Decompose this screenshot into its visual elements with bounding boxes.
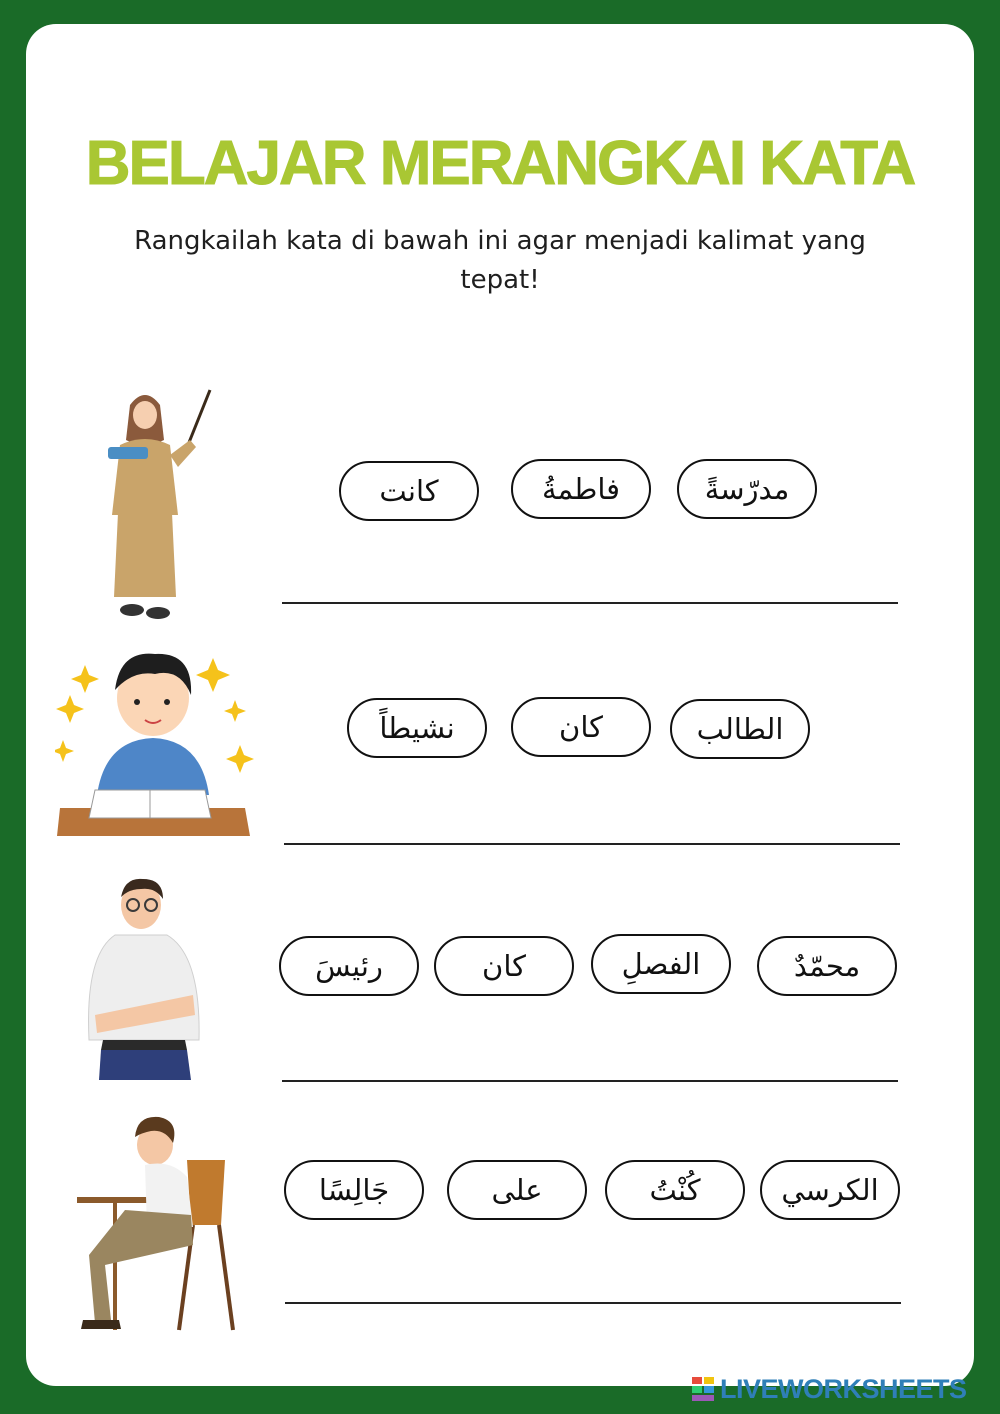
word-chip[interactable]: الفصلِ: [591, 934, 731, 994]
answer-line[interactable]: [284, 843, 900, 845]
liveworksheets-logo: [692, 1374, 967, 1404]
worksheet-title: BELAJAR MERANGKAI KATA: [85, 129, 915, 198]
answer-line[interactable]: [285, 1302, 901, 1304]
instruction-text: Rangkailah kata di bawah ini agar menjadi kalimat yang tepat!: [134, 226, 866, 295]
word-chip[interactable]: كُنْتُ: [605, 1160, 745, 1220]
word-chip[interactable]: كان: [434, 936, 574, 996]
word-chip[interactable]: كانت: [339, 461, 479, 521]
word-chip[interactable]: الطالب: [670, 699, 810, 759]
word-chip[interactable]: الكرسي: [760, 1160, 900, 1220]
word-chip[interactable]: على: [447, 1160, 587, 1220]
word-chip[interactable]: جَالِسًا: [284, 1160, 424, 1220]
studying-student-figure: [55, 640, 255, 840]
word-chip[interactable]: فاطمةُ: [511, 459, 651, 519]
liveworksheets-icon: [692, 1377, 714, 1401]
seated-student-figure: [75, 1115, 240, 1335]
word-chip[interactable]: محمّدٌ: [757, 936, 897, 996]
answer-line[interactable]: [282, 602, 898, 604]
word-chip[interactable]: رئيسَ: [279, 936, 419, 996]
word-chip[interactable]: كان: [511, 697, 651, 757]
liveworksheets-text: LIVEWORKSHEETS: [720, 1373, 967, 1404]
answer-line[interactable]: [282, 1080, 898, 1082]
female-teacher-figure: [90, 385, 220, 630]
word-chip[interactable]: نشيطاً: [347, 698, 487, 758]
man-arms-crossed-figure: [75, 875, 215, 1080]
word-chip[interactable]: مدرّسةً: [677, 459, 817, 519]
